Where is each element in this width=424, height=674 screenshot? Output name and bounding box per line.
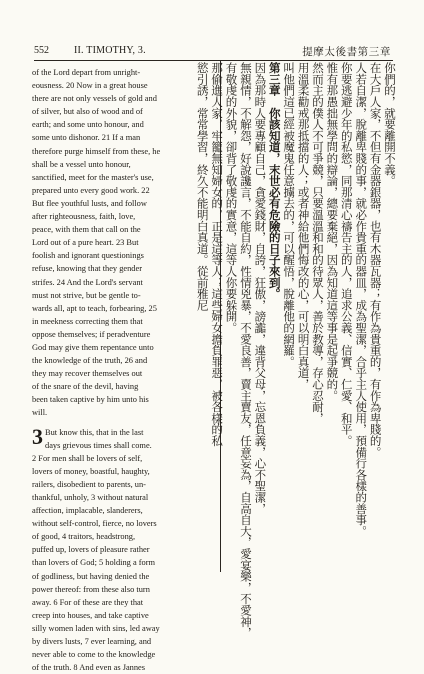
text-line: thankful, unholy, 3 without natural — [32, 493, 149, 502]
text-line: railers, disobedient to parents, un- — [32, 479, 146, 489]
text-line: puffed up, lovers of pleasure rather — [32, 545, 150, 555]
chinese-column: 因為那時人要專顧自己，貪愛錢財，自誇，狂傲，謗讟，違背父母，忘恩負義，心不聖潔， — [253, 62, 268, 515]
text-line: lovers of money, boastful, haughty, — [32, 466, 150, 476]
chinese-column: 無親情，不解怨，好說讒言，不能自約，性情兇暴，不愛良善，賣主賣友，任意妄為，自高自大，愛宴樂，不愛神， — [238, 62, 253, 639]
text-line: refuse, knowing that they gender — [32, 264, 143, 274]
text-line: therefore purge himself from these, he — [32, 146, 161, 156]
text-line: foolish and ignorant questionings — [32, 251, 144, 261]
text-line: must not strive, but be gentle to- — [32, 290, 141, 300]
page-header — [34, 43, 393, 61]
english-text-column — [32, 66, 218, 674]
text-line: of good, 4 traitors, headstrong, — [32, 532, 136, 542]
text-line: of the truth. 8 And even as Jannes — [32, 663, 146, 673]
chinese-column: 在大戶人家，不但有金器銀器，也有木器瓦器；有作為貴重的，有作為卑賤的。 — [368, 62, 383, 458]
text-line: of godliness, but having denied the — [32, 571, 150, 581]
text-line: will. — [32, 408, 48, 418]
chinese-column: 用溫柔勸戒那抵擋的人；或者神給他們悔改的心，可以明白真道， — [296, 62, 311, 390]
text-line: they may recover themselves out — [32, 369, 143, 379]
chinese-column: 你要逃避少年的私慾，同那清心禱告主的人，追求公義、信實、仁愛、和平。 — [339, 62, 354, 447]
text-line: by divers lusts, 7 ever learning, and — [32, 637, 152, 647]
text-line: never able to come to the knowledge — [32, 650, 156, 660]
text-line: silly women laden with sins, led away — [32, 623, 160, 633]
text-line: strifes. 24 And the Lord's servant — [32, 277, 143, 287]
chinese-chapter-heading-column: 第三章 你該知道，末世必有危險的日子來到。 — [267, 62, 282, 300]
text-line: creep into houses, and take captive — [32, 610, 149, 620]
text-line: 2 For men shall be lovers of self, — [32, 453, 143, 463]
chinese-book-title: 提摩太後書第三章 — [302, 47, 391, 58]
text-line: prepared unto every good work. 22 — [32, 185, 150, 195]
chinese-column: 叫他們這已經被魔鬼任意擄去的，可以醒悟，脫離他的網羅。 — [282, 62, 297, 368]
chinese-column: 有敬虔的外貌，卻背了敬虔的實意，這等人你要躲開。 — [224, 62, 239, 334]
chinese-column: 惟有那愚拙無學問的辯論，總要棄絕，因為知道這等事是起爭競的。 — [325, 62, 340, 402]
text-line: earth; and some unto honour, and — [32, 120, 144, 130]
text-line: some unto dishonor. 21 If a man — [32, 133, 141, 143]
text-line: of the Lord depart from unright- — [32, 68, 141, 77]
text-line: power thereof: from these also turn — [32, 584, 150, 594]
text-line: wards all, apt to teach, forbearing, 25 — [32, 303, 157, 313]
page-number: 552 — [34, 45, 49, 56]
text-line: shall be a vessel unto honour, — [32, 159, 131, 169]
chinese-text-column — [195, 62, 397, 639]
chinese-column: 慾引誘，常常學習，終久不能明白真道。從前雅尼 — [195, 62, 210, 311]
text-line: sanctified, meet for the master's use, — [32, 172, 154, 182]
text-line: eousness. 20 Now in a great house — [32, 81, 148, 91]
text-line: But know this, that in the last — [45, 427, 144, 437]
text-line: the knowledge of the truth, 26 and — [32, 356, 148, 366]
text-line: of the snare of the devil, having — [32, 382, 139, 392]
text-line: days grievous times shall come. — [45, 440, 152, 450]
text-line: there are not only vessels of gold and — [32, 94, 157, 104]
text-line: in meekness correcting them that — [32, 316, 143, 326]
text-line: after righteousness, faith, love, — [32, 212, 136, 222]
text-line: been taken captive by him unto his — [32, 395, 149, 405]
chinese-column: 你們的，就要離開不義。 — [383, 62, 397, 187]
book-reference: II. TIMOTHY, 3. — [74, 45, 146, 56]
text-line: Lord out of a pure heart. 23 But — [32, 238, 139, 248]
text-line: without self-control, fierce, no lovers — [32, 519, 157, 529]
text-line: peace, with them that call on the — [32, 225, 141, 235]
chinese-column: 那偷進人家，牢籠無知婦女的，正是這等人；這些婦女擔負罪惡，被各樣的私 — [210, 62, 225, 447]
chinese-column: 然而主的僕人不可爭競，只要溫溫和和的待眾人，善於教導，存心忍耐， — [310, 62, 325, 424]
text-line: away. 6 For of these are they that — [32, 597, 144, 607]
text-line: than lovers of God; 5 holding a form — [32, 558, 156, 568]
text-line: oppose themselves; if peradventure — [32, 329, 151, 339]
text-line: affection, implacable, slanderers, — [32, 506, 143, 516]
chapter-number: 3 — [32, 423, 43, 449]
text-line: But flee youthful lusts, and follow — [32, 198, 147, 208]
text-line: of silver, but also of wood and of — [32, 107, 143, 117]
chapter-opening — [32, 423, 218, 452]
text-line: God may give them repentance unto — [32, 342, 154, 352]
chinese-column: 人若自潔，脫離卑賤的事，就必作貴重的器皿，成為聖潔，合乎主人使用，預備行各樣的善事。 — [354, 62, 369, 537]
